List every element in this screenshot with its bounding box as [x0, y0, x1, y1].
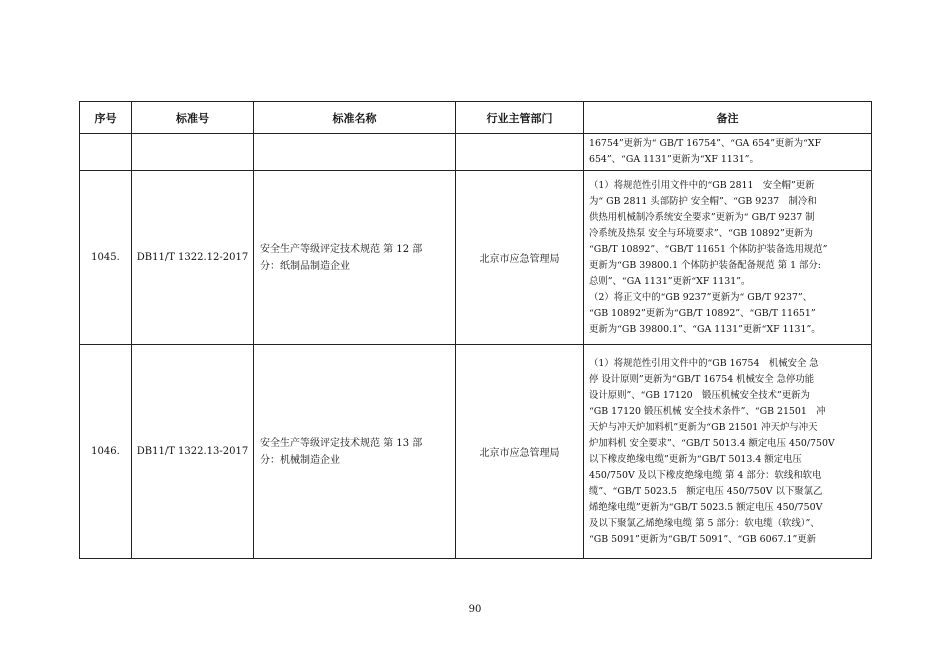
cell-name — [254, 171, 456, 345]
note-line: （1）将规范性引用文件中的“GB 16754 机械安全 急 — [589, 357, 819, 369]
note-line: 16754”更新为“ GB/T 16754”、“GA 654”更新为“XF — [589, 138, 822, 149]
cell-code: DB11/T 1322.12-2017 — [132, 171, 254, 345]
note-line: 以下橡皮绝缘电缆”更新为“GB/T 5013.4 额定电压 — [589, 453, 802, 465]
note-line: “GB 10892”更新为“GB/T 10892”、“GB/T 11651” — [589, 307, 816, 319]
cell-remarks — [584, 345, 872, 559]
note-line: “GB 5091”更新为“GB/T 5091”、“GB 6067.1”更新 — [589, 533, 817, 545]
header-standard-name: 标准名称 — [254, 102, 456, 134]
note-line: （1）将规范性引用文件中的“GB 2811 安全帽”更新 — [589, 179, 815, 191]
cell-agency: 北京市应急管理局 — [456, 171, 584, 345]
name-line: 分：机械制造企业 — [260, 454, 340, 466]
cell-code — [132, 134, 254, 171]
table-row — [80, 171, 872, 345]
note-line: 停 设计原则”更新为“GB/T 16754 机械安全 急停功能 — [589, 373, 815, 385]
note-line: 供热用机械制冷系统安全要求”更新为“ GB/T 9237 制 — [589, 211, 815, 223]
note-line: 450/750V 及以下橡皮绝缘电缆 第 4 部分：软线和软电 — [589, 469, 822, 481]
note-line: “GB 17120 锻压机械 安全技术条件”、“GB 21501 冲 — [589, 405, 826, 417]
standards-table — [79, 101, 872, 559]
note-line: 更新为“GB 39800.1 个体防护装备配备规范 第 1 部分: — [589, 259, 821, 271]
cell-code: DB11/T 1322.13-2017 — [132, 345, 254, 559]
table-header-row — [80, 102, 872, 134]
cell-index: 1046. — [80, 345, 132, 559]
page-number: 90 — [468, 604, 482, 615]
note-line: “GB/T 10892”、“GB/T 11651 个体防护装备选用规范” — [589, 243, 828, 255]
cell-index: 1045. — [80, 171, 132, 345]
cell-agency — [456, 134, 584, 171]
note-line: 烯绝缘电缆”更新为“GB/T 5023.5 额定电压 450/750V — [589, 501, 823, 513]
header-agency: 行业主管部门 — [456, 102, 584, 134]
note-line: 天炉与冲天炉加料机”更新为“GB 21501 冲天炉与冲天 — [589, 421, 818, 433]
cell-remarks — [584, 134, 872, 171]
cell-index — [80, 134, 132, 171]
note-line: 炉加料机 安全要求”、“GB/T 5013.4 额定电压 450/750V — [589, 437, 835, 449]
note-line: 更新为“GB 39800.1”、“GA 1131”更新“XF 1131”。 — [589, 323, 821, 335]
cell-remarks — [584, 171, 872, 345]
note-line: 总则”、“GA 1131”更新“XF 1131”。 — [589, 275, 751, 287]
header-index: 序号 — [80, 102, 132, 134]
note-line: 654”、“GA 1131”更新为“XF 1131”。 — [589, 154, 759, 165]
note-line: 设计原则”、“GB 17120 锻压机械安全技术”更新为 — [589, 389, 810, 401]
note-line: 及以下聚氯乙烯绝缘电缆 第 5 部分：软电缆（软线）”、 — [589, 517, 820, 529]
table-row — [80, 345, 872, 559]
table-row-continuation — [80, 134, 872, 171]
cell-agency: 北京市应急管理局 — [456, 345, 584, 559]
header-standard-code: 标准号 — [132, 102, 254, 134]
note-line: 为“ GB 2811 头部防护 安全帽”、“GB 9237 制冷和 — [589, 195, 817, 207]
name-line: 分：纸制品制造企业 — [260, 260, 350, 272]
cell-name — [254, 134, 456, 171]
note-line: 缆”、“GB/T 5023.5 额定电压 450/750V 以下聚氯乙 — [589, 485, 823, 497]
name-line: 安全生产等级评定技术规范 第 13 部 — [260, 437, 423, 449]
name-line: 安全生产等级评定技术规范 第 12 部 — [260, 243, 423, 255]
header-remarks: 备注 — [584, 102, 872, 134]
note-line: 冷系统及热泵 安全与环境要求”、“GB 10892”更新为 — [589, 227, 813, 239]
note-line: （2）将正文中的“GB 9237”更新为“ GB/T 9237”、 — [589, 291, 813, 303]
cell-name — [254, 345, 456, 559]
